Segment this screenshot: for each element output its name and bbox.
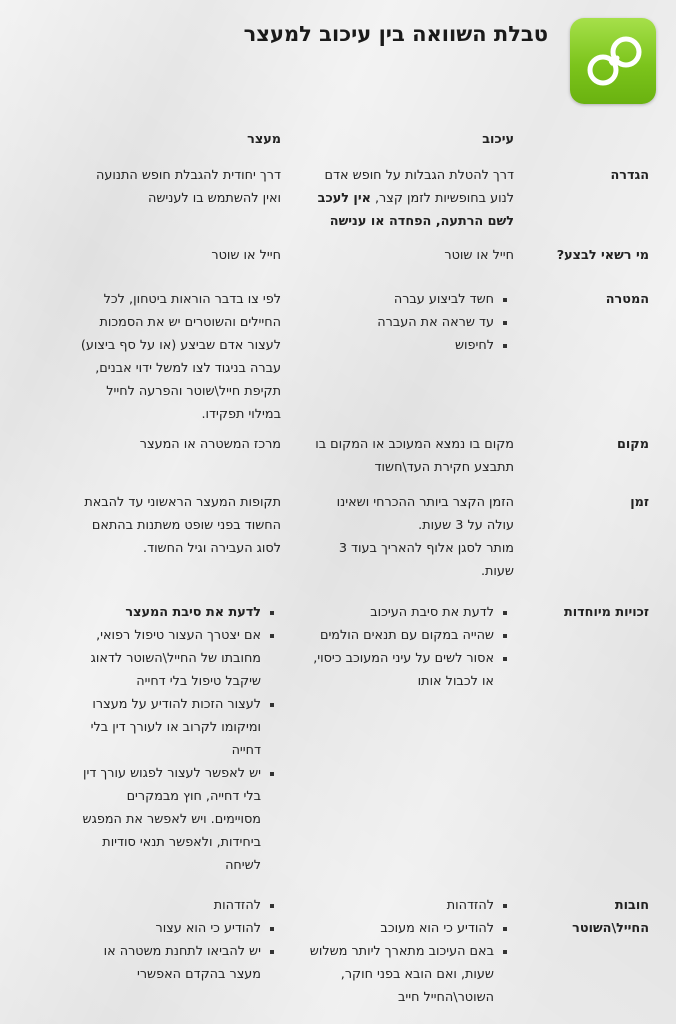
text-line: הזמן הקצר ביותר ההכרחי ושאינו [336, 495, 514, 510]
page-header [0, 12, 676, 112]
text-line: תקיפת חייל\שוטר והפרעה לחייל [106, 384, 281, 399]
text-line: לסוג העבירה וגיל החשוד. [143, 541, 281, 556]
text-line: עברה בניגוד לצו למשל ידוי אבנים, [95, 361, 281, 376]
row-label: המטרה [605, 292, 649, 307]
bold-text: לשם הרתעה, הפחדה או ענישה [329, 214, 514, 229]
text-line: מחובתו של החייל\השוטר לדאוג [90, 651, 261, 666]
text-line: לפי צו בדבר הוראות ביטחון, לכל [103, 292, 281, 307]
text-line: במילוי תפקידו. [201, 407, 281, 422]
bold-text: אין לעכב [317, 191, 371, 206]
handcuffs-icon [570, 18, 656, 104]
page-title: טבלת השוואה בין עיכוב למעצר [243, 22, 548, 46]
text-line: תקופות המעצר הראשוני עד להבאת [84, 495, 281, 510]
text-line: עולה על 3 שעות. [418, 518, 514, 533]
cell-arrest-rights [16, 601, 281, 877]
list-item: חשד לביצוע עברה [289, 288, 494, 311]
bullet-list [289, 288, 514, 357]
text-line: החיילים והשוטרים יש את הסמכות [99, 315, 281, 330]
text-line: החשוד בפני שופט משתנות בהתאם [91, 518, 281, 533]
cell-detention-definition [289, 164, 514, 233]
cell-detention-place [289, 433, 514, 479]
list-item [289, 647, 494, 693]
list-item [289, 940, 494, 1009]
cell-detention-who: חייל או שוטר [444, 248, 514, 263]
list-item: להזדהות [289, 894, 494, 917]
text-line: שעות, ואם הובא בפני חוקר, [340, 967, 494, 982]
cell-arrest-place: מרכז המשטרה או המעצר [139, 437, 281, 452]
text-line: לעצור הזכות להודיע על מעצרו [92, 697, 261, 712]
text-line [289, 187, 514, 210]
table-row-who [0, 244, 676, 288]
text-line: דרך יחודית להגבלת חופש התנועה [96, 168, 281, 183]
list-item [16, 940, 261, 986]
column-header-arrest: מעצר [247, 132, 281, 147]
list-item [16, 762, 261, 877]
table-row-purpose [0, 288, 676, 433]
cell-detention-rights [289, 601, 514, 693]
row-label: חובות החייל\השוטר [572, 898, 649, 936]
list-item: לחיפוש [289, 334, 494, 357]
text-line: ואין להשתמש בו לענישה [147, 191, 281, 206]
text-line: דחייה [231, 743, 261, 758]
text-line: מותר לסגן אלוף להאריך בעוד 3 [338, 541, 514, 556]
table-row-duties [0, 894, 676, 1024]
column-header-detention: עיכוב [482, 132, 514, 147]
text-line: יש להביאו לתחנת משטרה או [103, 944, 261, 959]
bullet-list [16, 601, 281, 877]
table-header-row [0, 128, 676, 164]
text-line: מעצר בהקדם האפשרי [136, 967, 261, 982]
table-row-rights [0, 601, 676, 894]
bullet-list [16, 894, 281, 986]
list-item [16, 693, 261, 762]
cell-detention-duties [289, 894, 514, 1009]
list-item: להזדהות [16, 894, 261, 917]
text-line: בלי דחייה, חוץ מבמקרים [126, 789, 261, 804]
row-label: מי רשאי לבצע? [556, 248, 649, 263]
table-row-definition [0, 164, 676, 244]
text-line: אסור לשים על עיני המעוכב כיסוי, [313, 651, 494, 666]
list-item: שהייה במקום עם תנאים הולמים [289, 624, 494, 647]
list-item: לדעת את סיבת העיכוב [289, 601, 494, 624]
text-line: מקום בו נמצא המעוכב או המקום בו [315, 437, 514, 452]
cell-arrest-definition [16, 164, 281, 210]
text-line: יש לאפשר לעצור לפגוש עורך דין [83, 766, 261, 781]
text-line: ביחידות, ולאפשר תנאי סודיות [102, 835, 261, 850]
text-line: שיקבל טיפול בלי דחייה [136, 674, 261, 689]
row-label: הגדרה [610, 168, 649, 183]
row-label: מקום [617, 437, 649, 452]
table-row-time [0, 491, 676, 601]
cell-arrest-time [16, 491, 281, 560]
text-line: לעצור אדם שביצע (או על סף ביצוע) [80, 338, 281, 353]
cell-detention-time [289, 491, 514, 583]
text-line: דרך להטלת הגבלות על חופש אדם [324, 168, 514, 183]
list-item: להודיע כי הוא מעוכב [289, 917, 494, 940]
text-line: או לכבול אותו [417, 674, 494, 689]
cell-arrest-duties [16, 894, 281, 986]
text-line: מסויימים. ויש לאפשר את המפגש [82, 812, 261, 827]
list-item: לדעת את סיבת המעצר [16, 601, 261, 624]
cell-arrest-who: חייל או שוטר [211, 248, 281, 263]
list-item: להודיע כי הוא עצור [16, 917, 261, 940]
text-line: ומיקומו לקרוב או לעורך דין בלי [90, 720, 261, 735]
text-line: אם יצטרך העצור טיפול רפואי, [96, 628, 261, 643]
list-item [16, 624, 261, 693]
row-label: זכויות מיוחדות [564, 605, 649, 620]
row-label: זמן [630, 495, 649, 510]
text-line: השוטר\החייל חייב [397, 990, 494, 1005]
cell-arrest-purpose [16, 288, 281, 426]
text-line: לנוע בחופשיות לזמן קצר, [374, 191, 514, 206]
bullet-list [289, 894, 514, 1009]
comparison-table [0, 128, 676, 1024]
text-line: לשיחה [225, 858, 261, 873]
list-item: עד שראה את העברה [289, 311, 494, 334]
text-line: תתבצע חקירת העד\חשוד [374, 460, 514, 475]
text-line: שעות. [480, 564, 514, 579]
table-row-place [0, 433, 676, 491]
cell-detention-purpose [289, 288, 514, 357]
text-line: באם העיכוב מתארך ליותר משלוש [309, 944, 494, 959]
bullet-list [289, 601, 514, 693]
